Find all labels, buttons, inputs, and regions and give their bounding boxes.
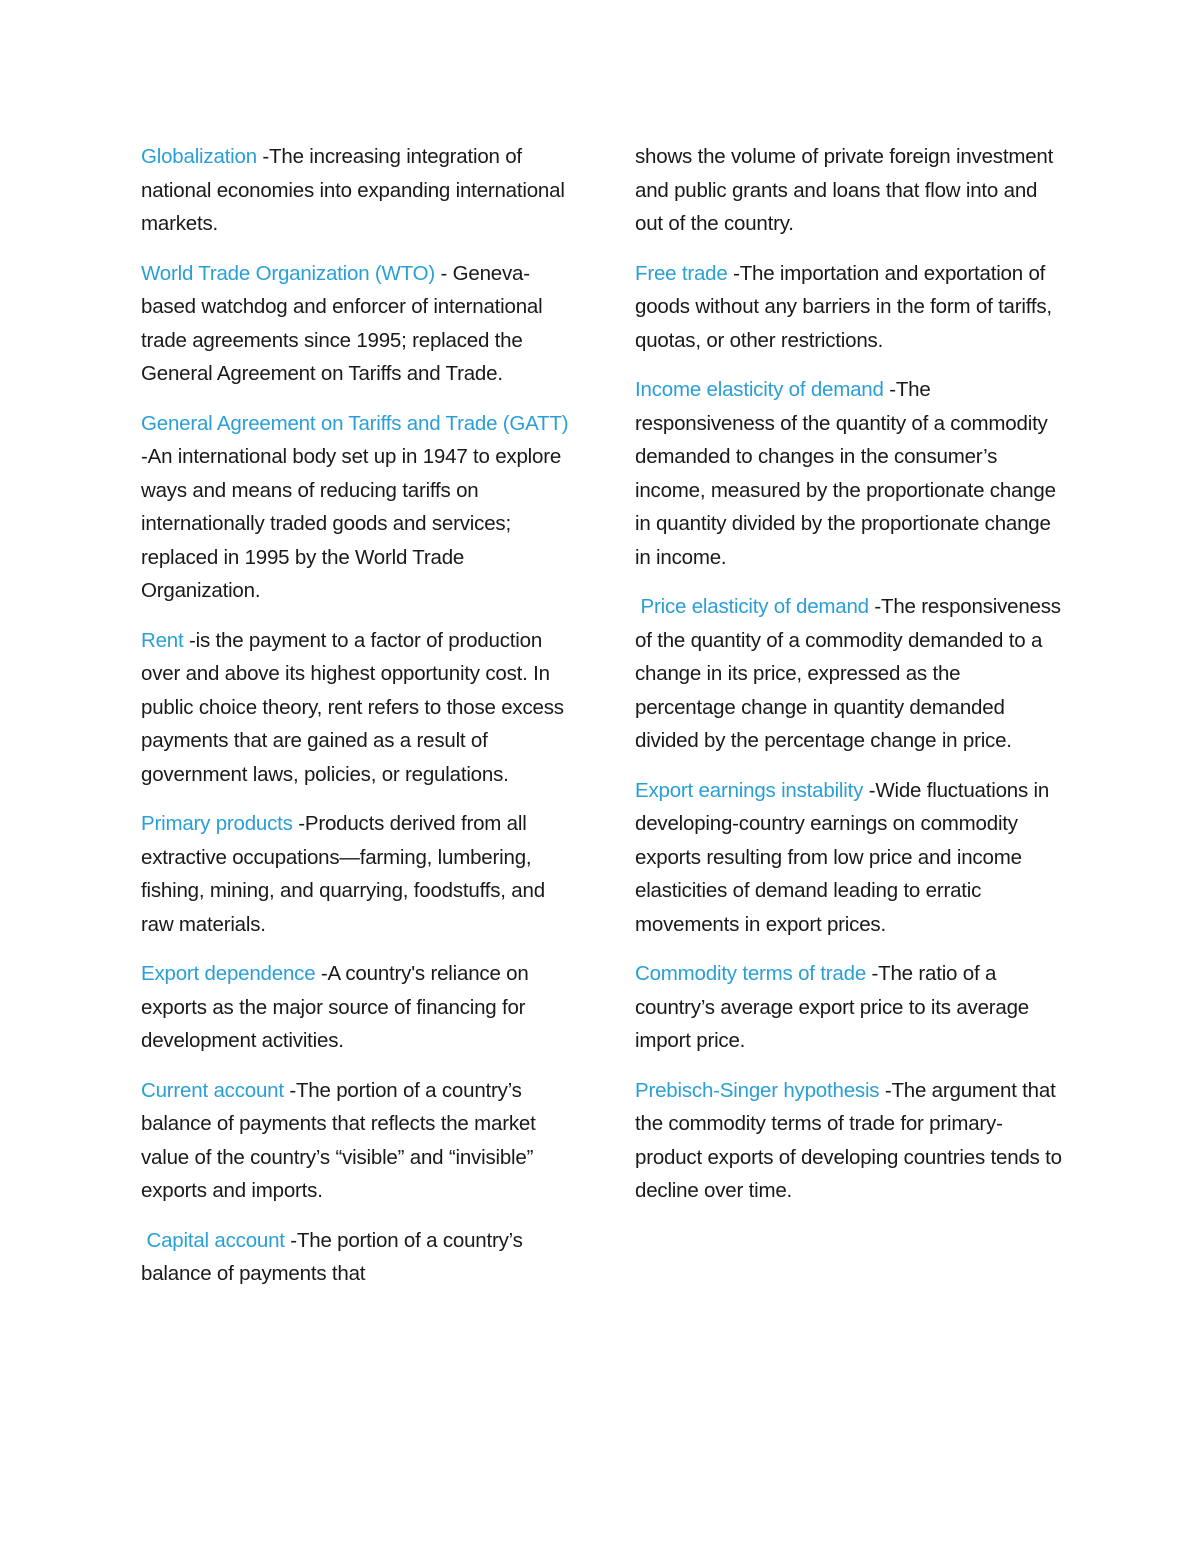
glossary-entry-income-elasticity xyxy=(635,373,1063,574)
glossary-continuation: shows the volume of private foreign investment and public grants and loans that flow into and out of the country. xyxy=(635,145,1054,235)
glossary-definition: -The increasing integration of national economies into expanding international markets. xyxy=(141,145,565,235)
glossary-term: Income elasticity of demand xyxy=(635,378,884,401)
glossary-entry-free-trade xyxy=(635,257,1063,358)
glossary-entry-rent xyxy=(141,624,573,792)
glossary-definition: -The argument that the commodity terms of trade for primary-product exports of developing countries tends to decline over time. xyxy=(635,1078,1062,1202)
glossary-term: Capital account xyxy=(141,1228,285,1252)
glossary-term: World Trade Organization (WTO) xyxy=(141,261,436,285)
glossary-definition: -An international body set up in 1947 to explore ways and means of reducing tariffs on internationally traded goods and services; replaced in 1995 by the World Trade Organization. xyxy=(141,445,562,602)
glossary-definition: -The ratio of a country’s average export price to its average import price. xyxy=(635,962,1030,1052)
glossary-entry-export-earnings-instability xyxy=(635,774,1063,942)
glossary-term: Globalization xyxy=(141,145,257,168)
glossary-entry-current-account xyxy=(141,1074,573,1208)
glossary-term: Current account xyxy=(141,1078,284,1102)
glossary-entry-gatt xyxy=(141,407,573,608)
glossary-definition: -The portion of a country’s balance of payments that xyxy=(141,1228,523,1285)
glossary-definition: - Geneva-based watchdog and enforcer of international trade agreements since 1995; replaced the General Agreement on Tariffs and Trade. xyxy=(141,261,543,385)
glossary-term: Prebisch-Singer hypothesis xyxy=(635,1078,880,1102)
glossary-definition: -The portion of a country’s balance of payments that reflects the market value of the country’s “visible” and “invisible” exports and imports. xyxy=(141,1078,536,1202)
glossary-entry-primary-products xyxy=(141,807,573,941)
glossary-entry-globalization xyxy=(141,140,573,241)
glossary-definition: -A country's reliance on exports as the major source of financing for development activities. xyxy=(141,962,529,1052)
glossary-term: General Agreement on Tariffs and Trade (GATT) xyxy=(141,411,569,435)
glossary-term: Rent xyxy=(141,628,184,652)
glossary-definition: -Products derived from all extractive occupations—farming, lumbering, fishing, mining, and quarrying, foodstuffs, and raw materials. xyxy=(141,812,545,936)
glossary-entry-price-elasticity xyxy=(635,590,1063,758)
glossary-definition: -The responsiveness of the quantity of a commodity demanded to a change in its price, expressed as the percentage change in quantity demanded divided by the percentage change in price. xyxy=(635,595,1061,752)
glossary-definition: -The responsiveness of the quantity of a commodity demanded to changes in the consumer’s income, measured by the proportionate change in quantity divided by the proportionate change in income. xyxy=(635,378,1056,569)
glossary-term: Free trade xyxy=(635,261,728,285)
glossary-term: Primary products xyxy=(141,812,293,835)
glossary-term: Commodity terms of trade xyxy=(635,962,867,985)
glossary-definition: -is the payment to a factor of production over and above its highest opportunity cost. In public choice theory, rent refers to those excess payments that are gained as a result of government laws, policies, or regulations. xyxy=(141,628,564,786)
glossary-definition: -Wide fluctuations in developing-country earnings on commodity exports resulting from low price and income elasticities of demand leading to erratic movements in export prices. xyxy=(635,778,1050,936)
glossary-term: Export earnings instability xyxy=(635,778,864,802)
glossary-term: Export dependence xyxy=(141,962,316,985)
glossary-entry-prebisch-singer xyxy=(635,1074,1063,1208)
glossary-entry-export-dependence xyxy=(141,957,573,1058)
glossary-entry-commodity-terms-of-trade xyxy=(635,957,1063,1058)
glossary-term: Price elasticity of demand xyxy=(635,595,869,618)
left-column xyxy=(141,140,573,1307)
glossary-definition: -The importation and exportation of goods without any barriers in the form of tariffs, quotas, or other restrictions. xyxy=(635,261,1052,352)
right-column xyxy=(635,140,1063,1224)
glossary-entry-wto xyxy=(141,257,573,391)
glossary-entry-capital-account xyxy=(141,1224,573,1291)
